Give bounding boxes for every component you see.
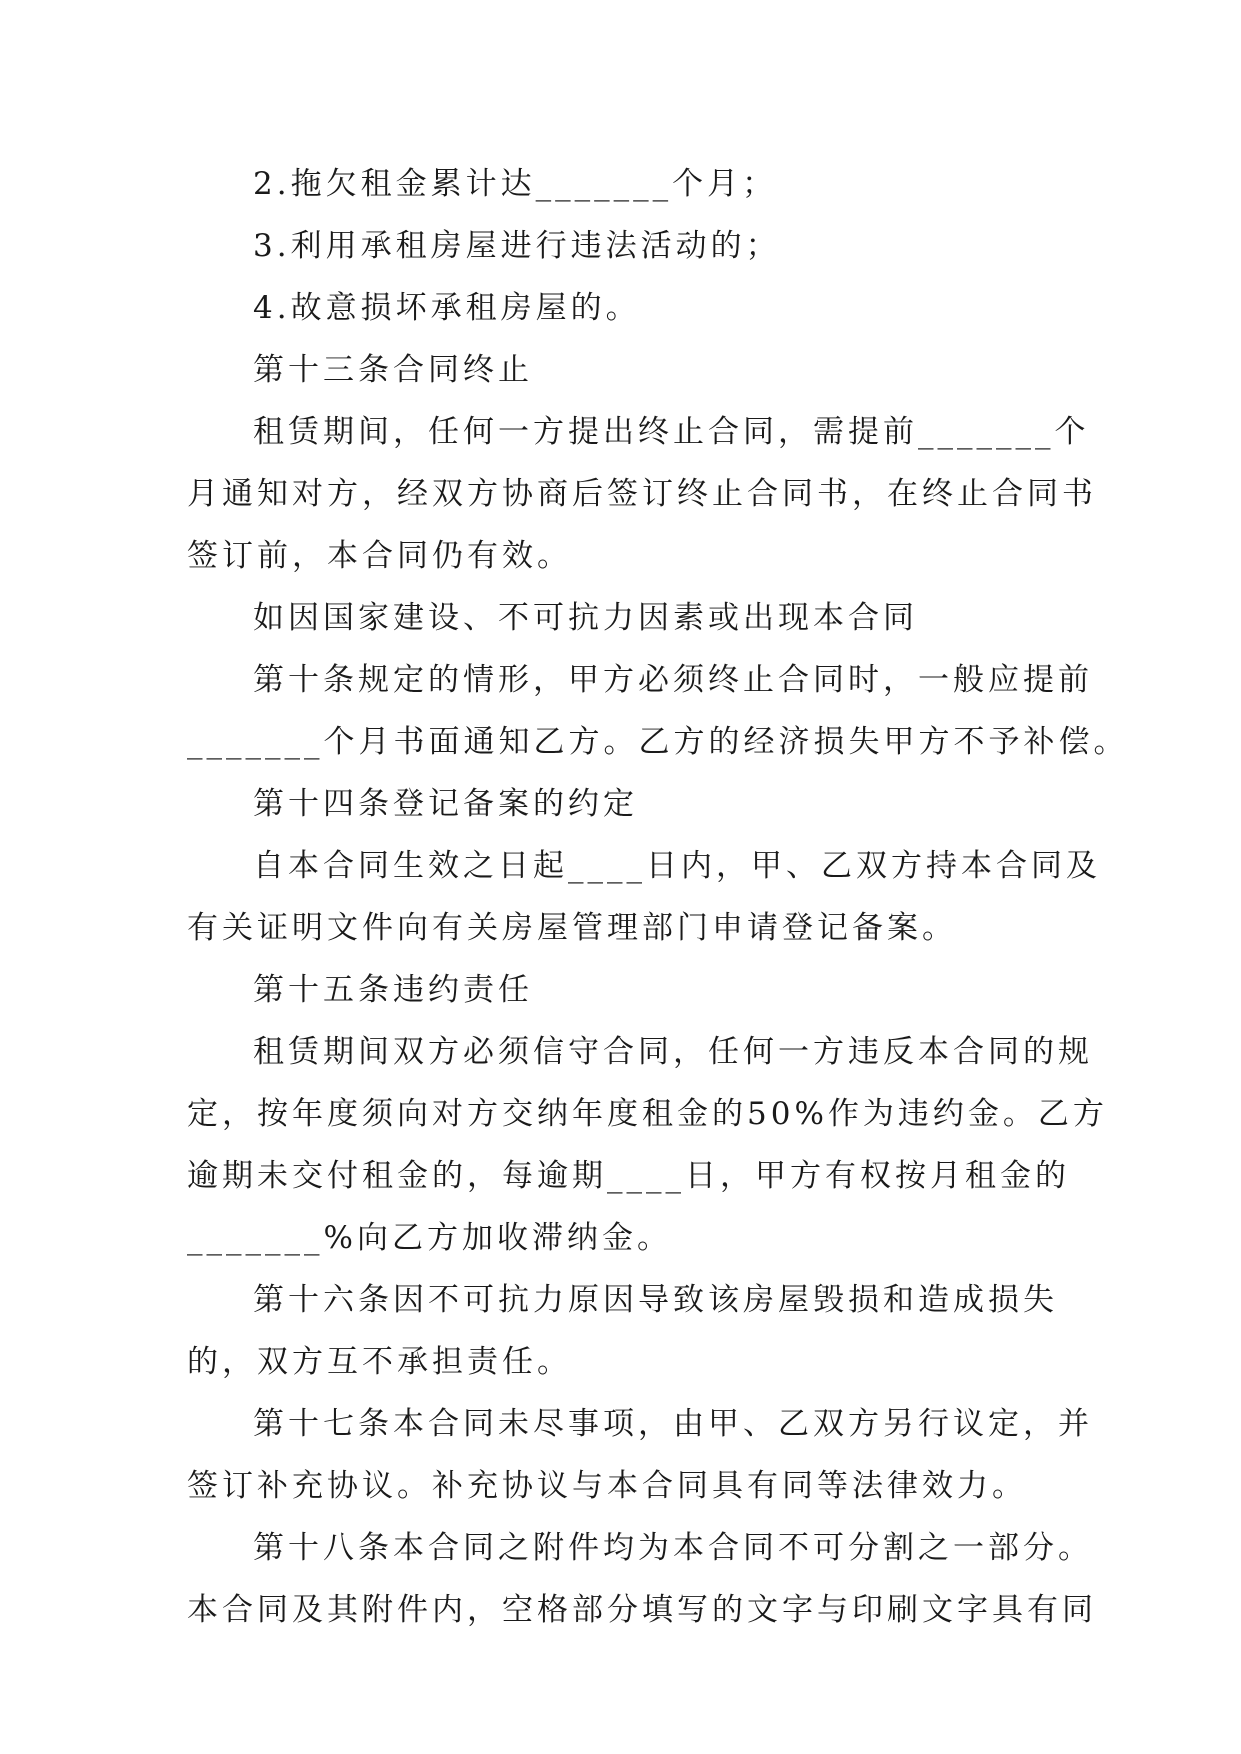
body-line: 租赁期间双方必须信守合同，任何一方违反本合同的规 bbox=[253, 1034, 1093, 1070]
body-line: 2.拖欠租金累计达_______个月； bbox=[253, 166, 778, 202]
body-line: 签订补充协议。补充协议与本合同具有同等法律效力。 bbox=[187, 1468, 1027, 1504]
body-line: 租赁期间，任何一方提出终止合同，需提前_______个 bbox=[253, 414, 1090, 450]
body-line: 签订前，本合同仍有效。 bbox=[187, 538, 572, 574]
body-line: 自本合同生效之日起____日内，甲、乙双方持本合同及 bbox=[253, 848, 1101, 884]
body-line: 月通知对方，经双方协商后签订终止合同书，在终止合同书 bbox=[187, 476, 1097, 512]
body-line: 3.利用承租房屋进行违法活动的； bbox=[253, 228, 781, 264]
body-line: _______个月书面通知乙方。乙方的经济损失甲方不予补偿。 bbox=[187, 724, 1129, 760]
document-body bbox=[187, 153, 1129, 1641]
section-16-line: 第十六条因不可抗力原因导致该房屋毁损和造成损失 bbox=[253, 1282, 1058, 1318]
body-line: 4.故意损坏承租房屋的。 bbox=[253, 290, 641, 326]
body-line: 定，按年度须向对方交纳年度租金的50%作为违约金。乙方 bbox=[187, 1096, 1108, 1132]
body-line: 有关证明文件向有关房屋管理部门申请登记备案。 bbox=[187, 910, 957, 946]
body-line: 的，双方互不承担责任。 bbox=[187, 1344, 572, 1380]
body-line: 第十条规定的情形，甲方必须终止合同时，一般应提前 bbox=[253, 662, 1093, 698]
section-heading-14: 第十四条登记备案的约定 bbox=[253, 786, 638, 822]
body-line: 本合同及其附件内，空格部分填写的文字与印刷文字具有同 bbox=[187, 1592, 1097, 1628]
section-17-line: 第十七条本合同未尽事项，由甲、乙双方另行议定，并 bbox=[253, 1406, 1093, 1442]
section-18-line: 第十八条本合同之附件均为本合同不可分割之一部分。 bbox=[253, 1530, 1093, 1566]
section-heading-13: 第十三条合同终止 bbox=[253, 352, 533, 388]
body-line: 如因国家建设、不可抗力因素或出现本合同 bbox=[253, 600, 918, 636]
body-line: _______%向乙方加收滞纳金。 bbox=[187, 1220, 672, 1256]
section-heading-15: 第十五条违约责任 bbox=[253, 972, 533, 1008]
body-line: 逾期未交付租金的，每逾期____日，甲方有权按月租金的 bbox=[187, 1158, 1070, 1194]
